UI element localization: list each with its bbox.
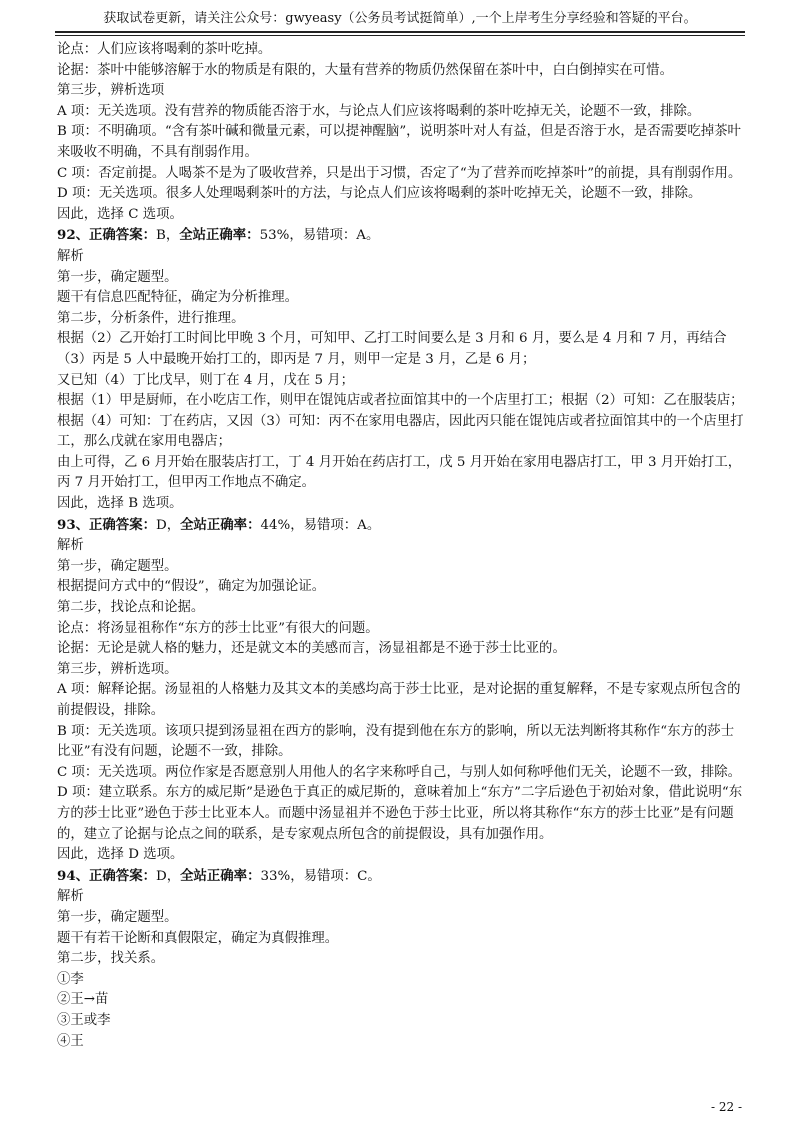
text-line: 论点：人们应该将喝剩的茶叶吃掉。 [57,42,272,57]
text-line: 第一步，确定题型。 [57,269,178,285]
text-line: 第一步，确定题型。 [57,558,178,574]
rate-label: 全站正确率： [180,516,261,533]
text-line: 第二步，找关系。 [57,951,165,967]
answer-heading-93 [57,515,747,537]
answer-heading-94 [57,866,747,888]
text-line: 第二步，找论点和论据。 [57,600,205,616]
text-line: A 项：解释论据。汤显祖的人格魅力及其文本的美感均高于莎士比亚，是对论据的重复解释，不是专家观点所包含的前提假设，排除。 [57,682,741,718]
text-line: 解析 [57,538,84,554]
document-body [57,40,747,1052]
text-line: 第三步，辨析选项。 [57,661,178,677]
text-line: 论点：将汤显祖称作“东方的莎士比亚”有很大的问题。 [57,620,379,636]
text-line: 因此，选择 B 选项。 [57,496,183,512]
text-line: C 项：否定前提。人喝茶不是为了吸收营养，只是出于习惯，否定了“为了营养而吃掉茶叶”的前提，具有削弱作用。 [57,165,742,181]
text-line: D 项：建立联系。东方的威尼斯”是逊色于真正的威尼斯的，意味着加上“东方”二字后逊色于初始对象，借此说明“东方的莎士比亚”逊色于莎士比亚本人。而题中汤显祖并不逊色于莎士比亚，所以将其称作“东方的莎士比亚”是有问题的，建立了论据与论点之间的联系，是专家观点所包含的前提假设，具有加强作用。 [57,785,743,842]
text-line: 第二步，分析条件，进行推理。 [57,310,245,326]
text-line: 根据（2）乙开始打工时间比甲晚 3 个月，可知甲、乙打工时间要么是 3 月和 6 月，要么是 4 月和 7 月，再结合（3）丙是 5 人中最晚开始打工的，即丙是 7 月，则甲一定是 3 月，乙是 6 月； [57,331,727,367]
answer-value: D， [155,868,181,884]
text-line: 因此，选择 D 选项。 [57,847,184,863]
text-line: 论据：无论是就人格的魅力，还是就文本的美感而言，汤显祖都是不逊于莎士比亚的。 [57,641,566,657]
header-rule-thin [55,35,745,36]
answer-label: 94、正确答案： [57,867,156,884]
rate-value: 53%，易错项：A。 [259,228,380,244]
text-line: B 项：无关选项。该项只提到汤显祖在西方的影响，没有提到他在东方的影响，所以无法判断将其称作“东方的莎士比亚”有没有问题，论题不一致，排除。 [57,723,735,760]
text-line: 因此，选择 C 选项。 [57,206,183,222]
text-line: 根据提问方式中的“假设”，确定为加强论证。 [57,579,326,595]
text-line: 由上可得，乙 6 月开始在服装店打工，丁 4 月开始在药店打工，戊 5 月开始在家用电器店打工，甲 3 月开始打工，丙 7 月开始打工，但甲丙工作地点不确定。 [57,454,742,491]
text-line: 解析 [57,889,84,905]
text-line: C 项：无关选项。两位作家是否愿意别人用他人的名字来称呼自己，与别人如何称呼他们无关，论题不一致，排除。 [57,764,742,780]
rate-value: 33%，易错项：C。 [260,868,381,884]
answer-heading-92 [57,225,747,247]
text-line: A 项：无关选项。没有营养的物质能否溶于水，与论点人们应该将喝剩的茶叶吃掉无关，论题不一致，排除。 [57,103,701,119]
rate-label: 全站正确率： [179,227,260,244]
text-line: 又已知（4）丁比戊早，则丁在 4 月，戊在 5 月； [57,372,355,388]
text-line: ④王 [57,1033,84,1049]
text-line: 论据：茶叶中能够溶解于水的物质是有限的，大量有营养的物质仍然保留在茶叶中，白白倒掉实在可惜。 [57,62,673,78]
text-line: B 项：不明确项。“含有茶叶碱和微量元素，可以提神醒脑”，说明茶叶对人有益，但是否溶于水，是否需要吃掉茶叶来吸收不明确，不具有削弱作用。 [57,124,741,160]
answer-label: 92、正确答案： [57,227,156,244]
rate-value: 44%，易错项：A。 [260,517,381,533]
page-header: 获取试卷更新，请关注公众号：gwyeasy（公务员考试挺简单）,一个上岸考生分享经验和答疑的平台。 [103,11,697,26]
text-line: 根据（1）甲是厨师，在小吃店工作，则甲在馄饨店或者拉面馆其中的一个店里打工；根据（2）可知：乙在服装店；根据（4）可知：丁在药店，又因（3）可知：丙不在家用电器店，因此丙只能在馄饨店或者拉面馆其中的一个店里打工，那么戊就在家用电器店； [57,393,744,450]
text-line: 题干有若干论断和真假限定，确定为真假推理。 [57,930,339,946]
text-line: 解析 [57,248,84,264]
answer-value: B， [155,228,180,244]
text-line: 第一步，确定题型。 [57,909,178,925]
text-line: 题干有信息匹配特征，确定为分析推理。 [57,290,299,306]
header-rule-thick [55,31,745,33]
answer-value: D， [155,517,181,533]
answer-label: 93、正确答案： [57,516,156,533]
text-line: ③王或李 [57,1012,111,1028]
text-line: 第三步，辨析选项 [57,83,165,99]
text-line: ①李 [57,971,84,987]
text-line: ②王→苗 [57,992,109,1008]
rate-label: 全站正确率： [180,867,261,884]
page-number: - 22 - [710,1100,742,1114]
text-line: D 项：无关选项。很多人处理喝剩茶叶的方法，与论点人们应该将喝剩的茶叶吃掉无关，论题不一致，排除。 [57,186,702,202]
